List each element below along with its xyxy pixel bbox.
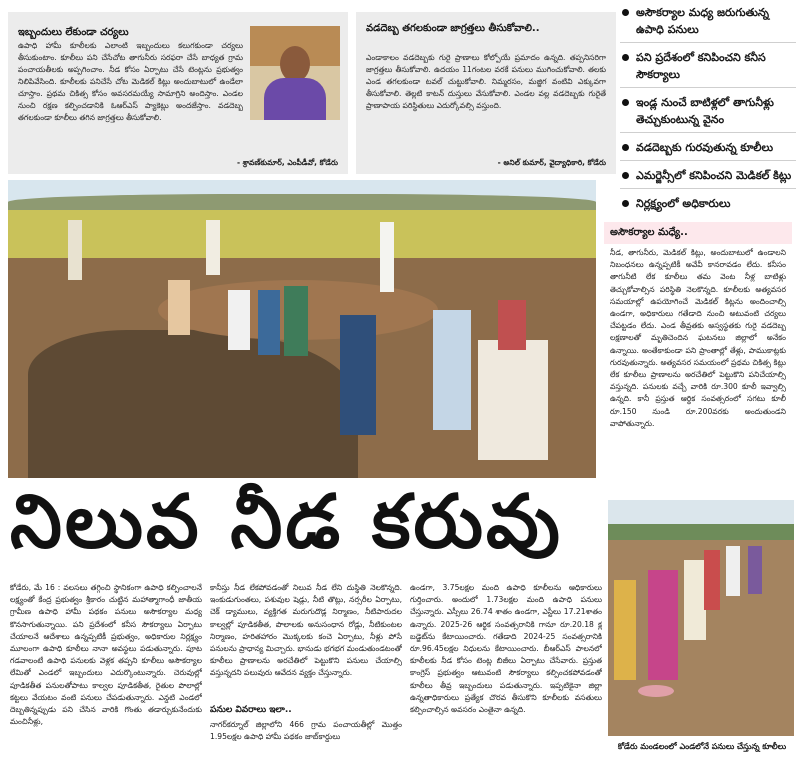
highlight-item: అసౌకర్యాల మధ్య జరుగుతున్న ఉపాధి పనులు (620, 4, 796, 43)
highlight-item: వడదెబ్బకు గురవుతున్న కూలీలు (620, 139, 796, 161)
quote-heading: ఇబ్బందులు లేకుండా చర్యలు (18, 27, 129, 38)
bullet-icon (622, 99, 629, 106)
article-text: నాగర్‌కర్నూల్ జిల్లాలోని 466 గ్రామ పంచాయతీల్లో మొత్తం 1.95లక్షల ఉపాధి హామీ పథకం జాబ్‌కార్డులు (210, 720, 402, 742)
quote-body: ఉపాధి హామీ కూలీలకు ఎలాంటి ఇబ్బందులు కలుగకుండా చర్యలు తీసుకుంటాం. కూలీలు పని చేసేచోట తాగునీరు సరఫరా చేసే బాధ్యత గ్రామ పంచాయతీలకు అప్పగించాం. నీడ కోసం ఏర్పాటు చేసే టెంట్లను ప్రభుత్వం నిలిపివేసింది. కూలీలకు పనిచేసే చోట మెడికల్ కిట్లు అందుబాటులో ఉండేలా చూస్తాం. ప్రథమ చికిత్స కోసం అవసరమయ్యే సామాగ్రిని అందిస్తాం. ఎండల నుంచి రక్షణ కల్పించడానికి ఓఆర్ఎస్ ప్యాకెట్లు అందజేస్తాం. వడదెబ్బ తగలకుండా కూలీలు తగిన జాగ్రత్తలు తీసుకోవాలి. (18, 41, 243, 122)
bullet-icon (622, 54, 629, 61)
highlight-item: ఇండ్ల నుంచే బాటిళ్లలో తాగునీళ్లు తెచ్చుకుంటున్న వైనం (620, 94, 796, 133)
article-text: కానీస్తు నీడ లేకపోవడంతో నిలువ నీడ లేని దుస్థితి నెలకొన్నది. ఇంకుడుగుంతలు, పశువుల షెడ్లు, నీటి తొట్లు, నర్సరీల ఏర్పాటు, చెక్ డ్యాములు, వ్యక్తిగత మరుగుదొడ్ల నిర్మాణం, నీటిపారుదల కాల్వల్లో పూడికతీత, పొలాలకు అనుసంధాన రోడ్లు, నీటికుంటల నిర్మాణం, హరితహారం మొక్కలకు కంచె ఏర్పాటు, నీళ్లు పోసే పనులను ప్రాధాన్య మిచ్చారు. భానుడు భగభగ మండుతుండటంతో కూలీలు ప్రాణాలను అరచేతిలో పెట్టుకొని పనులు చేయాల్సి వస్తున్నదని పలువురు ఆవేదన వ్యక్తం చేస్తున్నారు. (210, 583, 402, 678)
article-column-2 (210, 582, 402, 778)
side-photo-laborers (608, 500, 794, 736)
side-box (604, 222, 792, 492)
quote-body: ఎండాకాలం వడదెబ్బకు గురై ప్రాణాలు కోల్పోయే ప్రమాదం ఉన్నది. తప్పనిసరిగా జాగ్రత్తలు తీసుకోవాలి. ఉదయం 11గంటల వరకే పనులు ముగించుకోవాలి. తలకు ఎండ తగలకుండా టవల్ చుట్టుకోవాలి. నిమ్మరసం, మజ్జిగ వంటివి ఎక్కువగా తీసుకోవాలి. తెల్లటి కాటన్ దుస్తులు వేసుకోవాలి. ఎండల వల్ల వడదెబ్బకు గురైతే ప్రాణాపాయ పరిస్థితులు ఎదుర్కోవల్సి వస్తుంది. (366, 53, 606, 110)
bullet-icon (622, 172, 629, 179)
article-column-1: కోడేరు, మే 16 : వలసలు తగ్గించి స్థానికంగా ఉపాధి కల్పించాలనే లక్ష్యంతో కేంద్ర ప్రభుత్వం శ్రీకారం చుట్టిన మహాత్మాగాంధీ జాతీయ గ్రామీణ ఉపాధి హామీ పథకం పనులు అసౌకర్యాల మధ్య కొనసాగుతున్నాయి. పని ప్రదేశంలో కనీస సౌకర్యాలు ఏర్పాటు చేయాలనే ఆదేశాలు ఉన్నప్పటికీ ప్రభుత్వం, అధికారుల నిర్లక్ష్యం మూలంగా ఉపాధి కూలీలు నానా అవస్థలు పడుతున్నారు. పూట గడవాలంటే ఉపాధి పనులకు వెళ్లక తప్పని కూలీలు అసౌకర్యాల లేమితో ఎండలో ఇబ్బందులు ఎదుర్కొంటున్నారు. చెరువుల్లో పూడికతీత పనులతోపాటు కాల్వల పూడికతీత, రైతుల పొలాల్లో కట్టలు వేయటం వంటి పనులు చేపడుతున్నారు. ఎన్డటి ఎండలో దెబ్బతిన్నప్పుడు పని చేసిన వారికి గొంతు తడార్చుకునేందుకు మంచినీళ్లు, (10, 583, 202, 727)
section-subhead: పనుల వివరాలు ఇలా.. (210, 705, 292, 715)
photo-caption: కోడేరు మండలంలో ఎండలోనే పనులు చేస్తున్న కూలీలు (617, 742, 787, 751)
article-column-3: ఉండగా, 3.75లక్షల మంది ఉపాధి కూలీలను ఆధికారులు గుర్తించారు. అందులో 1.73లక్షల మంది ఉపాధి పనులు చేస్తున్నారు. ఎస్సీలు 26.74 శాతం ఉండగా, ఎస్టీలు 17.21శాతం ఉన్నారు. 2025-26 ఆర్థిక సంవత్సరానికి గానూ రూ.20.18 క్ల బడ్జెట్‌ను కేటాయించారు. గతేడాది 2024-25 సంవత్సరానికి రూ.96.45లక్షల నిధులను కేటాయించారు. బీఆర్ఎస్ పాలనలో కూలీలకు నీడ కోసం టెంట్ల బిజీలు ఏర్పాటు చేసేవారు. ప్రస్తుత కాంగ్రెస్ ప్రభుత్వం ఆటువంటి సౌకర్యాలు కల్పించకపోవడంతో కూలీలు తీవ్ర ఇబ్బందులు పడుతున్నారు. ఇప్పటికైనా జిల్లా ఉన్నతాధికారులు ప్రత్యేక చొరవ తీసుకొని కూలీలకు వసతులు కల్పించాల్సిన అవసరం ఎంతైనా ఉన్నది. (410, 583, 602, 715)
highlight-item: పని ప్రదేశంలో కనిపించని కనీస సౌకర్యాలు (620, 49, 796, 88)
main-photo-laborers (8, 180, 596, 478)
quote-signature: - అనిల్ కుమార్, వైద్యాధికారి, కోడేరు (497, 158, 606, 167)
quote-box-mpdo (8, 12, 348, 174)
highlight-item: ఎమర్జెన్సీలో కనిపించని మెడికల్ కిట్లు (620, 167, 796, 189)
bullet-icon (622, 144, 629, 151)
highlights-list (620, 4, 796, 222)
bullet-icon (622, 9, 629, 16)
side-box-body: నీడ, తాగునీరు, మెడికల్ కిట్లు, అందుబాటులో ఉండాలని నిబంధనలు ఉన్నప్పటికీ అవేవీ కానరావడం లేదు. కనీసం తాగునీటి లేక కూలీలు తమ వెంట నీళ్ల బాటిళ్లు తెచ్చుకోవాల్సిన పరిస్థితి నెలకొన్నది. కూలీలకు అత్యవసర సమయాల్లో ఉపయోగించే మెడికల్ కిట్లను అందించాల్సి ఉండగా, అధికారులు గతేడాది నుంచి అటువంటి చర్యలు చేపట్టడం లేదు. ఎండ తీవ్రతకు అస్వస్థతకు గురై వడదెబ్బ లక్షణాలతో మృతిచెందిన ఘటనలు జిల్లాలో అనేకం ఉన్నాయి. అంతేకాకుండా పని ప్రాంతాల్లో తేళ్లు, పాముకాట్లకు గురవుతున్నారు. అత్యవసర సమయంలో ప్రథమ చికిత్స కిట్లు లేక కూలీలు ప్రాణాలను అరచేతిలో పెట్టుకొని పనిచేయాల్సి వస్తున్నది. పనులకు వచ్చే వారికి రూ.300 కూలీ ఇవ్వాల్సి ఉన్నది. కానీ ప్రస్తుత ఆర్థిక సంవత్సరంలో సగటు కూలీ రూ.150 నుండి రూ.200వరకు అందుతుండని వాపోతున్నారు. (610, 248, 786, 428)
bullet-icon (622, 200, 629, 207)
highlight-item: నిర్లక్ష్యంలో అధికారులు (620, 195, 796, 216)
side-box-title: అసౌకర్యాల మధ్యే.. (604, 222, 792, 244)
quote-heading: వడదెబ్బ తగలకుండా జాగ్రత్తలు తీసుకోవాలి.. (366, 23, 540, 34)
quote-box-doctor (356, 12, 616, 174)
headline: నిలువ నీడ కరువు (10, 479, 563, 565)
quote-signature: - శ్రావణ్‌కుమార్, ఎంపీడీవో, కోడేరు (236, 158, 338, 167)
official-portrait (250, 26, 340, 120)
